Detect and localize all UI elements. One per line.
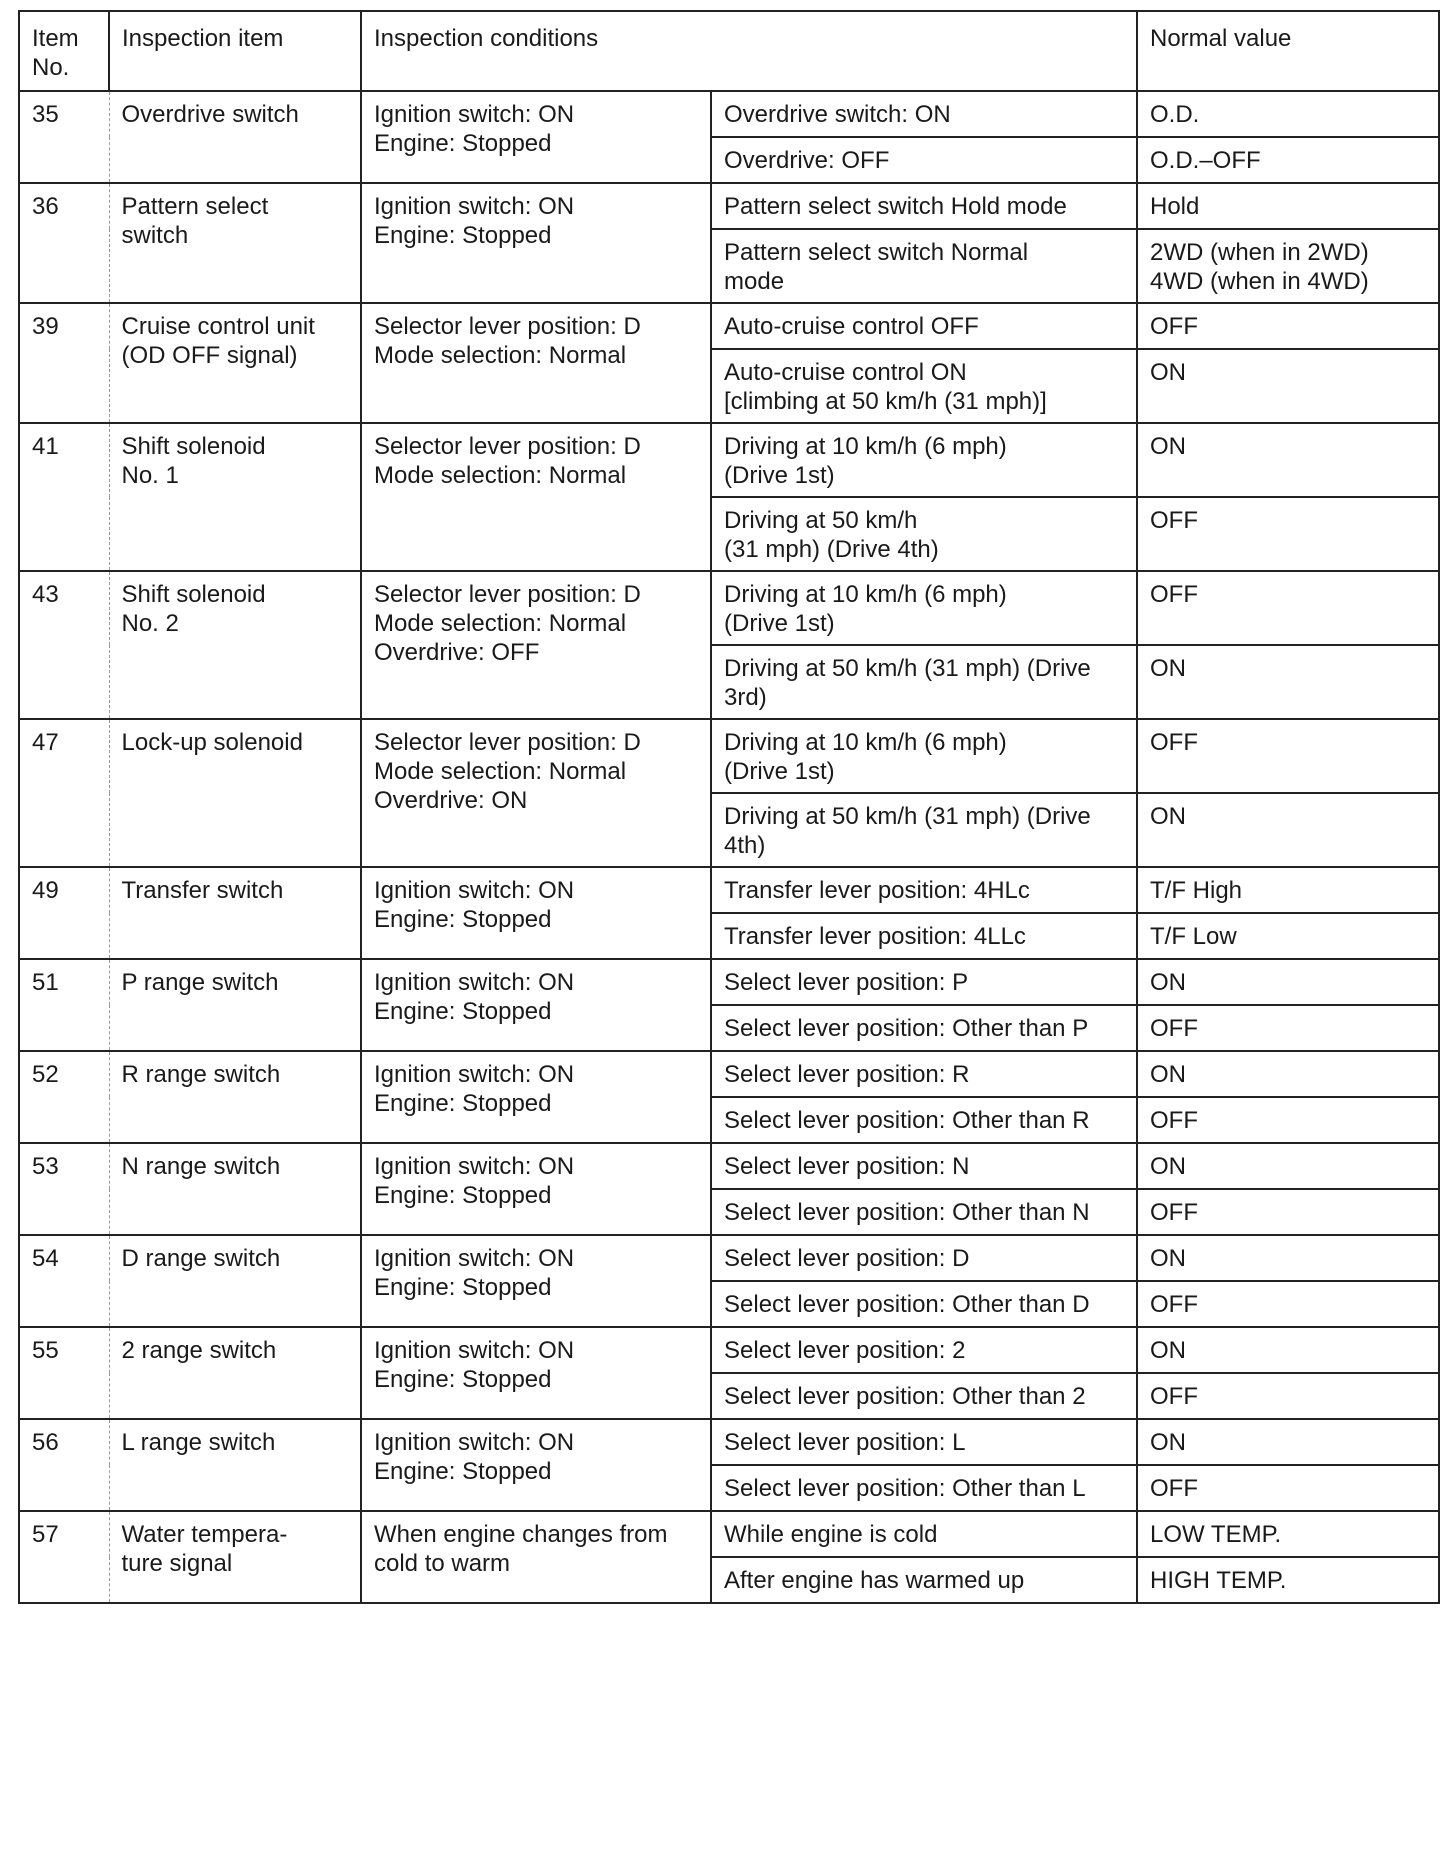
normal-value: ON [1137, 349, 1439, 423]
specific-condition: Select lever position: Other than R [711, 1097, 1137, 1143]
table-row [19, 1327, 1439, 1373]
inspection-item: Shift solenoid No. 1 [109, 423, 361, 571]
normal-value: HIGH TEMP. [1137, 1557, 1439, 1603]
inspection-table [18, 10, 1440, 1604]
item-number: 56 [19, 1419, 109, 1511]
inspection-item: Shift solenoid No. 2 [109, 571, 361, 719]
table-row [19, 719, 1439, 793]
specific-condition: Select lever position: Other than L [711, 1465, 1137, 1511]
table-row [19, 1419, 1439, 1465]
normal-value: ON [1137, 645, 1439, 719]
general-condition: Ignition switch: ON Engine: Stopped [361, 1419, 711, 1511]
normal-value: ON [1137, 1235, 1439, 1281]
general-condition: Ignition switch: ON Engine: Stopped [361, 91, 711, 183]
specific-condition: Pattern select switch Normal mode [711, 229, 1137, 303]
item-number: 49 [19, 867, 109, 959]
normal-value: OFF [1137, 1189, 1439, 1235]
inspection-item: 2 range switch [109, 1327, 361, 1419]
normal-value: OFF [1137, 303, 1439, 349]
normal-value: OFF [1137, 719, 1439, 793]
general-condition: Ignition switch: ON Engine: Stopped [361, 183, 711, 303]
table-row [19, 867, 1439, 913]
specific-condition: Select lever position: Other than N [711, 1189, 1137, 1235]
specific-condition: Driving at 10 km/h (6 mph) (Drive 1st) [711, 423, 1137, 497]
normal-value: O.D. [1137, 91, 1439, 137]
table-row [19, 1143, 1439, 1189]
specific-condition: Select lever position: D [711, 1235, 1137, 1281]
normal-value: OFF [1137, 497, 1439, 571]
header-inspection-item: Inspection item [109, 11, 361, 91]
normal-value: LOW TEMP. [1137, 1511, 1439, 1557]
header-item-no: Item No. [19, 11, 109, 91]
inspection-item: Cruise control unit (OD OFF signal) [109, 303, 361, 423]
specific-condition: Select lever position: P [711, 959, 1137, 1005]
specific-condition: Transfer lever position: 4LLc [711, 913, 1137, 959]
specific-condition: While engine is cold [711, 1511, 1137, 1557]
normal-value: OFF [1137, 1097, 1439, 1143]
normal-value: ON [1137, 423, 1439, 497]
normal-value: ON [1137, 1419, 1439, 1465]
specific-condition: Driving at 50 km/h (31 mph) (Drive 4th) [711, 793, 1137, 867]
specific-condition: Pattern select switch Hold mode [711, 183, 1137, 229]
inspection-table-page [18, 10, 1438, 1604]
normal-value: ON [1137, 959, 1439, 1005]
inspection-item: Transfer switch [109, 867, 361, 959]
table-row [19, 571, 1439, 645]
table-row [19, 183, 1439, 229]
general-condition: Selector lever position: D Mode selection: Normal Overdrive: OFF [361, 571, 711, 719]
specific-condition: Select lever position: R [711, 1051, 1137, 1097]
specific-condition: Select lever position: Other than D [711, 1281, 1137, 1327]
normal-value: OFF [1137, 1281, 1439, 1327]
inspection-item: Lock-up solenoid [109, 719, 361, 867]
table-row [19, 423, 1439, 497]
normal-value: ON [1137, 1051, 1439, 1097]
normal-value: T/F Low [1137, 913, 1439, 959]
item-number: 36 [19, 183, 109, 303]
specific-condition: Transfer lever position: 4HLc [711, 867, 1137, 913]
table-row [19, 1511, 1439, 1557]
normal-value: ON [1137, 1327, 1439, 1373]
header-inspection-conditions: Inspection conditions [361, 11, 1137, 91]
inspection-item: P range switch [109, 959, 361, 1051]
item-number: 39 [19, 303, 109, 423]
normal-value: O.D.–OFF [1137, 137, 1439, 183]
specific-condition: Auto-cruise control ON [climbing at 50 km/h (31 mph)] [711, 349, 1137, 423]
item-number: 55 [19, 1327, 109, 1419]
normal-value: Hold [1137, 183, 1439, 229]
general-condition: Selector lever position: D Mode selection: Normal [361, 423, 711, 571]
general-condition: Selector lever position: D Mode selection: Normal [361, 303, 711, 423]
specific-condition: Driving at 10 km/h (6 mph) (Drive 1st) [711, 719, 1137, 793]
general-condition: Ignition switch: ON Engine: Stopped [361, 1051, 711, 1143]
general-condition: Ignition switch: ON Engine: Stopped [361, 1143, 711, 1235]
inspection-item: L range switch [109, 1419, 361, 1511]
specific-condition: Driving at 50 km/h (31 mph) (Drive 4th) [711, 497, 1137, 571]
item-number: 41 [19, 423, 109, 571]
specific-condition: Select lever position: Other than P [711, 1005, 1137, 1051]
specific-condition: Driving at 10 km/h (6 mph) (Drive 1st) [711, 571, 1137, 645]
normal-value: OFF [1137, 1465, 1439, 1511]
table-row [19, 91, 1439, 137]
item-number: 43 [19, 571, 109, 719]
specific-condition: Auto-cruise control OFF [711, 303, 1137, 349]
specific-condition: Select lever position: Other than 2 [711, 1373, 1137, 1419]
header-normal-value: Normal value [1137, 11, 1439, 91]
item-number: 51 [19, 959, 109, 1051]
table-body [19, 91, 1439, 1603]
normal-value: T/F High [1137, 867, 1439, 913]
item-number: 35 [19, 91, 109, 183]
inspection-item: D range switch [109, 1235, 361, 1327]
item-number: 57 [19, 1511, 109, 1603]
specific-condition: Overdrive: OFF [711, 137, 1137, 183]
table-row [19, 303, 1439, 349]
table-row [19, 1235, 1439, 1281]
item-number: 53 [19, 1143, 109, 1235]
specific-condition: Driving at 50 km/h (31 mph) (Drive 3rd) [711, 645, 1137, 719]
normal-value: ON [1137, 793, 1439, 867]
inspection-item: N range switch [109, 1143, 361, 1235]
specific-condition: Overdrive switch: ON [711, 91, 1137, 137]
general-condition: When engine changes from cold to warm [361, 1511, 711, 1603]
table-row [19, 1051, 1439, 1097]
normal-value: ON [1137, 1143, 1439, 1189]
normal-value: OFF [1137, 1373, 1439, 1419]
specific-condition: Select lever position: 2 [711, 1327, 1137, 1373]
general-condition: Selector lever position: D Mode selection: Normal Overdrive: ON [361, 719, 711, 867]
inspection-item: Overdrive switch [109, 91, 361, 183]
inspection-item: R range switch [109, 1051, 361, 1143]
item-number: 47 [19, 719, 109, 867]
header-row [19, 11, 1439, 91]
specific-condition: After engine has warmed up [711, 1557, 1137, 1603]
inspection-item: Pattern select switch [109, 183, 361, 303]
general-condition: Ignition switch: ON Engine: Stopped [361, 1327, 711, 1419]
normal-value: OFF [1137, 571, 1439, 645]
table-row [19, 959, 1439, 1005]
general-condition: Ignition switch: ON Engine: Stopped [361, 959, 711, 1051]
specific-condition: Select lever position: N [711, 1143, 1137, 1189]
item-number: 52 [19, 1051, 109, 1143]
specific-condition: Select lever position: L [711, 1419, 1137, 1465]
normal-value: OFF [1137, 1005, 1439, 1051]
general-condition: Ignition switch: ON Engine: Stopped [361, 1235, 711, 1327]
general-condition: Ignition switch: ON Engine: Stopped [361, 867, 711, 959]
inspection-item: Water tempera- ture signal [109, 1511, 361, 1603]
normal-value: 2WD (when in 2WD) 4WD (when in 4WD) [1137, 229, 1439, 303]
item-number: 54 [19, 1235, 109, 1327]
